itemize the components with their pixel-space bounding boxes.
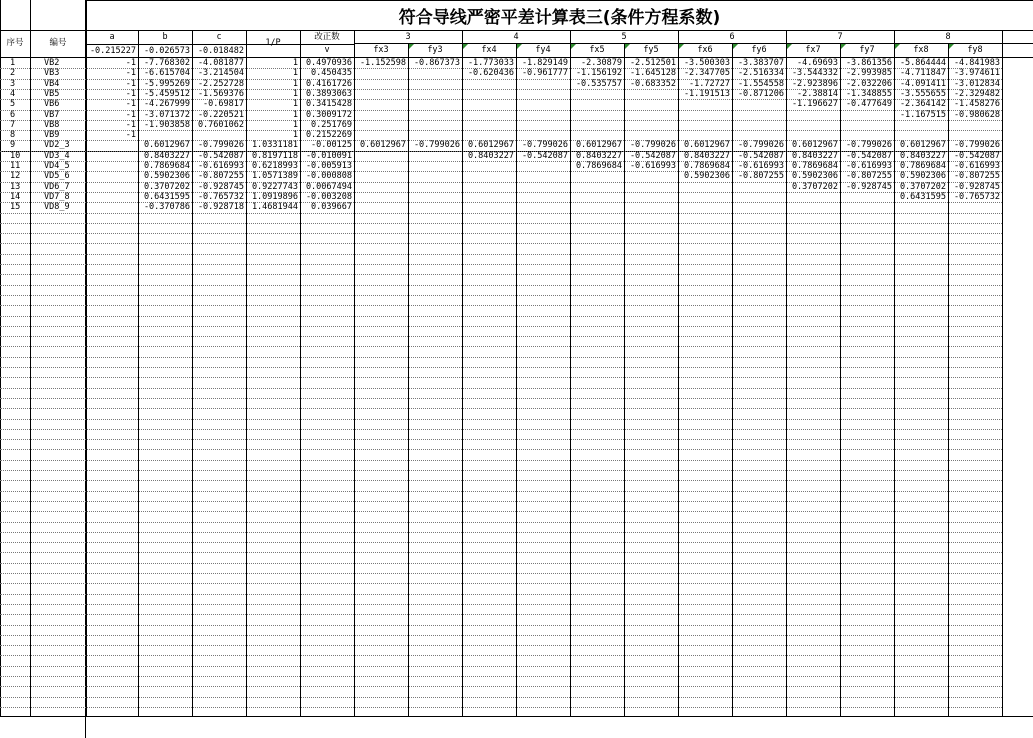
- column-header-fy6: fy6: [751, 45, 767, 55]
- row-gridline: [0, 377, 1002, 378]
- header-a: a: [109, 32, 115, 42]
- header-b-value: -0.026573: [143, 46, 190, 56]
- row-gridline: [0, 604, 1002, 605]
- row-id[interactable]: VD4_5: [44, 161, 70, 171]
- group-label: 5: [621, 32, 627, 42]
- data-cell[interactable]: 0.0067494: [305, 182, 352, 192]
- row-number[interactable]: 4: [10, 89, 16, 99]
- data-cell[interactable]: -0.542087: [953, 151, 1000, 161]
- row-gridline: [0, 511, 1002, 512]
- row-gridline: [0, 625, 1002, 626]
- data-cell[interactable]: 1.4681944: [251, 202, 298, 212]
- row-gridline: [0, 594, 1002, 595]
- data-cell[interactable]: -0.616993: [197, 161, 244, 171]
- data-cell[interactable]: -1.156192: [575, 68, 622, 78]
- row-number[interactable]: 6: [10, 110, 16, 120]
- row-id[interactable]: VD7_8: [44, 192, 70, 202]
- data-cell[interactable]: -2.364142: [899, 99, 946, 109]
- row-gridline: [0, 305, 1002, 306]
- header-top-border: [86, 0, 1033, 1]
- data-cell[interactable]: -0.765732: [197, 192, 244, 202]
- group-label: 8: [945, 32, 951, 42]
- data-cell[interactable]: -1: [125, 58, 136, 68]
- row-gridline: [0, 655, 1002, 656]
- data-cell[interactable]: -1.773033: [467, 58, 514, 68]
- data-cell[interactable]: -0.69817: [203, 99, 244, 109]
- data-cell[interactable]: 0.7869684: [143, 161, 190, 171]
- column-header-fx5: fx5: [589, 45, 605, 55]
- data-cell[interactable]: 0.2152269: [305, 130, 352, 140]
- data-cell[interactable]: -1.458276: [953, 99, 1000, 109]
- data-cell[interactable]: 0.3415428: [305, 99, 352, 109]
- row-id[interactable]: VD2_3: [44, 140, 70, 150]
- data-cell[interactable]: 0.3707202: [143, 182, 190, 192]
- row-id[interactable]: VD3_4: [44, 151, 70, 161]
- comment-indicator: [571, 44, 576, 49]
- data-cell[interactable]: -0.799026: [953, 140, 1000, 150]
- data-cell[interactable]: 0.5902306: [899, 171, 946, 181]
- data-cell[interactable]: 0.6012967: [143, 140, 190, 150]
- row-gridline: [0, 408, 1002, 409]
- data-cell[interactable]: -0.477649: [845, 99, 892, 109]
- row-gridline: [0, 419, 1002, 420]
- data-cell[interactable]: -4.711847: [899, 68, 946, 78]
- row-number[interactable]: 11: [10, 161, 21, 171]
- data-cell[interactable]: -0.535757: [575, 79, 622, 89]
- data-cell[interactable]: -0.980628: [953, 110, 1000, 120]
- data-cell[interactable]: -0.928745: [845, 182, 892, 192]
- data-cell[interactable]: 0.6012967: [791, 140, 838, 150]
- row-gridline: [0, 274, 1002, 275]
- row-gridline: [0, 429, 1002, 430]
- data-cell[interactable]: 0.6012967: [359, 140, 406, 150]
- data-cell[interactable]: -2.329482: [953, 89, 1000, 99]
- data-cell[interactable]: 1.0571389: [251, 171, 298, 181]
- header-id: 编号: [49, 38, 67, 48]
- data-cell[interactable]: -1.569376: [197, 89, 244, 99]
- row-gridline: [0, 614, 1002, 615]
- data-cell[interactable]: -0.542087: [737, 151, 784, 161]
- data-cell[interactable]: 0.7869684: [899, 161, 946, 171]
- data-cell[interactable]: -1.191513: [683, 89, 730, 99]
- data-cell[interactable]: -0.928745: [953, 182, 1000, 192]
- data-cell[interactable]: -5.459512: [143, 89, 190, 99]
- header-c: c: [216, 32, 222, 42]
- header-correction-symbol: v: [324, 45, 330, 55]
- data-cell[interactable]: -0.220521: [197, 110, 244, 120]
- row-gridline: [0, 686, 1002, 687]
- row-gridline: [0, 367, 1002, 368]
- row-id[interactable]: VB5: [44, 89, 60, 99]
- data-cell[interactable]: 0.8403227: [467, 151, 514, 161]
- data-cell[interactable]: -1.152598: [359, 58, 406, 68]
- data-cell[interactable]: -7.768302: [143, 58, 190, 68]
- data-cell[interactable]: -3.555655: [899, 89, 946, 99]
- data-cell[interactable]: -2.347705: [683, 68, 730, 78]
- data-cell[interactable]: -1: [125, 110, 136, 120]
- comment-indicator: [895, 44, 900, 49]
- row-gridline: [0, 666, 1002, 667]
- data-cell[interactable]: 0.6012967: [683, 140, 730, 150]
- data-cell[interactable]: 0.3893063: [305, 89, 352, 99]
- row-gridline: [0, 264, 1002, 265]
- data-cell[interactable]: -4.841983: [953, 58, 1000, 68]
- data-cell[interactable]: -3.544332: [791, 68, 838, 78]
- data-cell[interactable]: -1: [125, 130, 136, 140]
- data-cell[interactable]: -0.00125: [311, 140, 352, 150]
- data-cell[interactable]: -1: [125, 89, 136, 99]
- data-cell[interactable]: 1: [292, 79, 298, 89]
- column-header-fx6: fx6: [697, 45, 713, 55]
- data-cell[interactable]: -0.765732: [953, 192, 1000, 202]
- column-header-fy3: fy3: [427, 45, 443, 55]
- data-cell[interactable]: 1.0331181: [251, 140, 298, 150]
- data-cell[interactable]: -0.867373: [413, 58, 460, 68]
- row-gridline: [0, 532, 1002, 533]
- data-cell[interactable]: -4.091411: [899, 79, 946, 89]
- row-number[interactable]: 14: [10, 192, 21, 202]
- data-cell[interactable]: -2.30879: [581, 58, 622, 68]
- data-cell[interactable]: 0.5902306: [683, 171, 730, 181]
- row-gridline: [0, 449, 1002, 450]
- data-cell[interactable]: -0.542087: [521, 151, 568, 161]
- data-cell[interactable]: -3.861356: [845, 58, 892, 68]
- data-cell[interactable]: -2.993985: [845, 68, 892, 78]
- data-cell[interactable]: 0.6218993: [251, 161, 298, 171]
- row-gridline: [0, 254, 1002, 255]
- header-c-value: -0.018482: [197, 46, 244, 56]
- data-cell[interactable]: -1: [125, 68, 136, 78]
- row-id[interactable]: VD5_6: [44, 171, 70, 181]
- header-a-value: -0.215227: [89, 46, 136, 56]
- data-cell[interactable]: 0.3707202: [791, 182, 838, 192]
- row-gridline: [0, 213, 1002, 214]
- data-cell[interactable]: -0.807255: [845, 171, 892, 181]
- data-cell[interactable]: -5.864444: [899, 58, 946, 68]
- comment-indicator: [409, 44, 414, 49]
- data-cell[interactable]: -1.167515: [899, 110, 946, 120]
- row-gridline: [0, 491, 1002, 492]
- data-cell[interactable]: -0.799026: [845, 140, 892, 150]
- row-gridline: [0, 233, 1002, 234]
- column-header-fx3: fx3: [373, 45, 389, 55]
- data-cell[interactable]: 0.8403227: [791, 151, 838, 161]
- row-number[interactable]: 2: [10, 68, 16, 78]
- data-cell[interactable]: 0.5902306: [791, 171, 838, 181]
- comment-indicator: [679, 44, 684, 49]
- data-cell[interactable]: 0.8403227: [899, 151, 946, 161]
- data-cell[interactable]: 0.5902306: [143, 171, 190, 181]
- row-id[interactable]: VB6: [44, 99, 60, 109]
- data-cell[interactable]: 0.251769: [311, 120, 352, 130]
- column-header-fy7: fy7: [859, 45, 875, 55]
- data-cell[interactable]: 1: [292, 58, 298, 68]
- row-gridline: [0, 223, 1002, 224]
- comment-indicator: [949, 44, 954, 49]
- row-gridline: [0, 316, 1002, 317]
- data-cell[interactable]: 0.6012967: [467, 140, 514, 150]
- data-cell[interactable]: 1: [292, 68, 298, 78]
- data-cell[interactable]: -0.616993: [737, 161, 784, 171]
- data-cell[interactable]: 1: [292, 130, 298, 140]
- data-cell[interactable]: -0.616993: [953, 161, 1000, 171]
- sheet-title: 符合导线严密平差计算表三(条件方程系数): [398, 8, 721, 28]
- column-header-fy8: fy8: [967, 45, 983, 55]
- data-cell[interactable]: -3.500303: [683, 58, 730, 68]
- row-gridline: [0, 285, 1002, 286]
- sheet-bottom-border: [0, 716, 1033, 717]
- comment-indicator: [787, 44, 792, 49]
- data-cell[interactable]: -1: [125, 79, 136, 89]
- data-cell[interactable]: -0.799026: [629, 140, 676, 150]
- data-cell[interactable]: 0.7869684: [791, 161, 838, 171]
- data-cell[interactable]: -0.542087: [845, 151, 892, 161]
- data-cell[interactable]: -5.995269: [143, 79, 190, 89]
- data-cell[interactable]: 1: [292, 99, 298, 109]
- row-gridline: [0, 707, 1002, 708]
- column-header-fy5: fy5: [643, 45, 659, 55]
- data-cell[interactable]: -1: [125, 120, 136, 130]
- row-gridline: [0, 460, 1002, 461]
- data-cell[interactable]: -2.38814: [797, 89, 838, 99]
- row-gridline: [0, 697, 1002, 698]
- data-cell[interactable]: -3.071372: [143, 110, 190, 120]
- data-cell[interactable]: 0.6012967: [899, 140, 946, 150]
- column-header-fx7: fx7: [805, 45, 821, 55]
- row-gridline: [0, 346, 1002, 347]
- row-gridline: [0, 501, 1002, 502]
- data-cell[interactable]: -0.005913: [305, 161, 352, 171]
- data-cell[interactable]: -1.348855: [845, 89, 892, 99]
- row-id[interactable]: VB9: [44, 130, 60, 140]
- comment-indicator: [463, 44, 468, 49]
- row-number[interactable]: 15: [10, 202, 21, 212]
- data-cell[interactable]: -0.542087: [197, 151, 244, 161]
- data-cell[interactable]: -0.871206: [737, 89, 784, 99]
- data-cell[interactable]: 0.4161726: [305, 79, 352, 89]
- data-cell[interactable]: -1.645128: [629, 68, 676, 78]
- group-label: 7: [837, 32, 843, 42]
- row-gridline: [0, 480, 1002, 481]
- row-number[interactable]: 9: [10, 140, 16, 150]
- row-number[interactable]: 12: [10, 171, 21, 181]
- row-gridline: [0, 573, 1002, 574]
- data-cell[interactable]: 0.3009172: [305, 110, 352, 120]
- data-cell[interactable]: -1.554558: [737, 79, 784, 89]
- row-gridline: [0, 295, 1002, 296]
- data-cell[interactable]: -1.829149: [521, 58, 568, 68]
- row-id[interactable]: VD6_7: [44, 182, 70, 192]
- data-cell[interactable]: -1.196627: [791, 99, 838, 109]
- row-gridline: [0, 357, 1002, 358]
- row-gridline: [0, 563, 1002, 564]
- data-cell[interactable]: -0.616993: [629, 161, 676, 171]
- row-gridline: [0, 542, 1002, 543]
- column-header-fx8: fx8: [913, 45, 929, 55]
- data-cell[interactable]: -0.620436: [467, 68, 514, 78]
- data-cell[interactable]: -0.370786: [143, 202, 190, 212]
- data-cell[interactable]: 0.6431595: [143, 192, 190, 202]
- data-cell[interactable]: -0.928718: [197, 202, 244, 212]
- data-cell[interactable]: 0.450435: [311, 68, 352, 78]
- header-inverse-weight: 1/P: [265, 38, 281, 48]
- data-cell[interactable]: 1.0919896: [251, 192, 298, 202]
- row-id[interactable]: VB7: [44, 110, 60, 120]
- data-cell[interactable]: -6.615704: [143, 68, 190, 78]
- data-cell[interactable]: -0.542087: [629, 151, 676, 161]
- data-cell[interactable]: -0.000808: [305, 171, 352, 181]
- row-gridline: [0, 388, 1002, 389]
- row-gridline: [0, 522, 1002, 523]
- row-gridline: [0, 583, 1002, 584]
- group-label: 6: [729, 32, 735, 42]
- data-cell[interactable]: 0.8403227: [683, 151, 730, 161]
- data-cell[interactable]: -2.252728: [197, 79, 244, 89]
- data-cell[interactable]: -4.69693: [797, 58, 838, 68]
- comment-indicator: [733, 44, 738, 49]
- data-cell[interactable]: -3.974611: [953, 68, 1000, 78]
- column-header-fy4: fy4: [535, 45, 551, 55]
- data-cell[interactable]: -0.961777: [521, 68, 568, 78]
- comment-indicator: [625, 44, 630, 49]
- header-correction: 改正数: [314, 32, 340, 42]
- data-cell[interactable]: -2.032206: [845, 79, 892, 89]
- row-id[interactable]: VB2: [44, 58, 60, 68]
- row-gridline: [0, 398, 1002, 399]
- row-number[interactable]: 8: [10, 130, 16, 140]
- column-header-fx4: fx4: [481, 45, 497, 55]
- data-cell[interactable]: -0.010091: [305, 151, 352, 161]
- comment-indicator: [841, 44, 846, 49]
- data-cell[interactable]: -0.807255: [953, 171, 1000, 181]
- data-cell[interactable]: 1: [292, 110, 298, 120]
- data-cell[interactable]: 0.3707202: [899, 182, 946, 192]
- row-gridline: [0, 676, 1002, 677]
- group-label: 3: [405, 32, 411, 42]
- data-cell[interactable]: 0.8403227: [575, 151, 622, 161]
- data-cell[interactable]: 0.9227743: [251, 182, 298, 192]
- data-cell[interactable]: -3.383707: [737, 58, 784, 68]
- row-id[interactable]: VB4: [44, 79, 60, 89]
- data-cell[interactable]: -2.512501: [629, 58, 676, 68]
- header-seq: 序号: [6, 38, 24, 48]
- row-id[interactable]: VD8_9: [44, 202, 70, 212]
- row-number[interactable]: 13: [10, 182, 21, 192]
- data-cell[interactable]: -0.799026: [413, 140, 460, 150]
- data-cell[interactable]: -0.799026: [197, 140, 244, 150]
- row-number[interactable]: 10: [10, 151, 21, 161]
- data-cell[interactable]: -3.012834: [953, 79, 1000, 89]
- row-gridline: [0, 470, 1002, 471]
- row-number[interactable]: 7: [10, 120, 16, 130]
- row-gridline: [0, 439, 1002, 440]
- row-number[interactable]: 1: [10, 58, 16, 68]
- row-gridline: [0, 635, 1002, 636]
- data-cell[interactable]: 0.7869684: [575, 161, 622, 171]
- data-cell[interactable]: -0.928745: [197, 182, 244, 192]
- data-cell[interactable]: -1.903858: [143, 120, 190, 130]
- data-cell[interactable]: 0.7869684: [683, 161, 730, 171]
- row-gridline: [0, 243, 1002, 244]
- data-cell[interactable]: -2.923896: [791, 79, 838, 89]
- data-cell[interactable]: -3.214504: [197, 68, 244, 78]
- row-id[interactable]: VB8: [44, 120, 60, 130]
- data-cell[interactable]: 1: [292, 89, 298, 99]
- data-cell[interactable]: -0.616993: [845, 161, 892, 171]
- data-cell[interactable]: 0.8197118: [251, 151, 298, 161]
- data-cell[interactable]: 0.6431595: [899, 192, 946, 202]
- row-id[interactable]: VB3: [44, 68, 60, 78]
- data-cell[interactable]: 0.8403227: [143, 151, 190, 161]
- data-cell[interactable]: -0.799026: [521, 140, 568, 150]
- data-cell[interactable]: -0.807255: [737, 171, 784, 181]
- header-b: b: [162, 32, 168, 42]
- data-cell[interactable]: -2.516334: [737, 68, 784, 78]
- data-cell[interactable]: 1: [292, 120, 298, 130]
- row-number[interactable]: 3: [10, 79, 16, 89]
- data-cell[interactable]: -4.267999: [143, 99, 190, 109]
- column-border: [1002, 30, 1003, 716]
- data-cell[interactable]: 0.7601062: [197, 120, 244, 130]
- row-gridline: [0, 645, 1002, 646]
- data-cell[interactable]: 0.039667: [311, 202, 352, 212]
- data-cell[interactable]: -0.799026: [737, 140, 784, 150]
- data-cell[interactable]: -1.72727: [689, 79, 730, 89]
- row-gridline: [0, 326, 1002, 327]
- data-cell[interactable]: 0.6012967: [575, 140, 622, 150]
- row-gridline: [0, 552, 1002, 553]
- data-cell[interactable]: -0.003208: [305, 192, 352, 202]
- data-cell[interactable]: -0.807255: [197, 171, 244, 181]
- comment-indicator: [517, 44, 522, 49]
- group-label: 4: [513, 32, 519, 42]
- row-gridline: [0, 336, 1002, 337]
- data-cell[interactable]: -1: [125, 99, 136, 109]
- data-cell[interactable]: 0.4970936: [305, 58, 352, 68]
- data-cell[interactable]: -0.683352: [629, 79, 676, 89]
- data-cell[interactable]: -4.081877: [197, 58, 244, 68]
- row-number[interactable]: 5: [10, 99, 16, 109]
